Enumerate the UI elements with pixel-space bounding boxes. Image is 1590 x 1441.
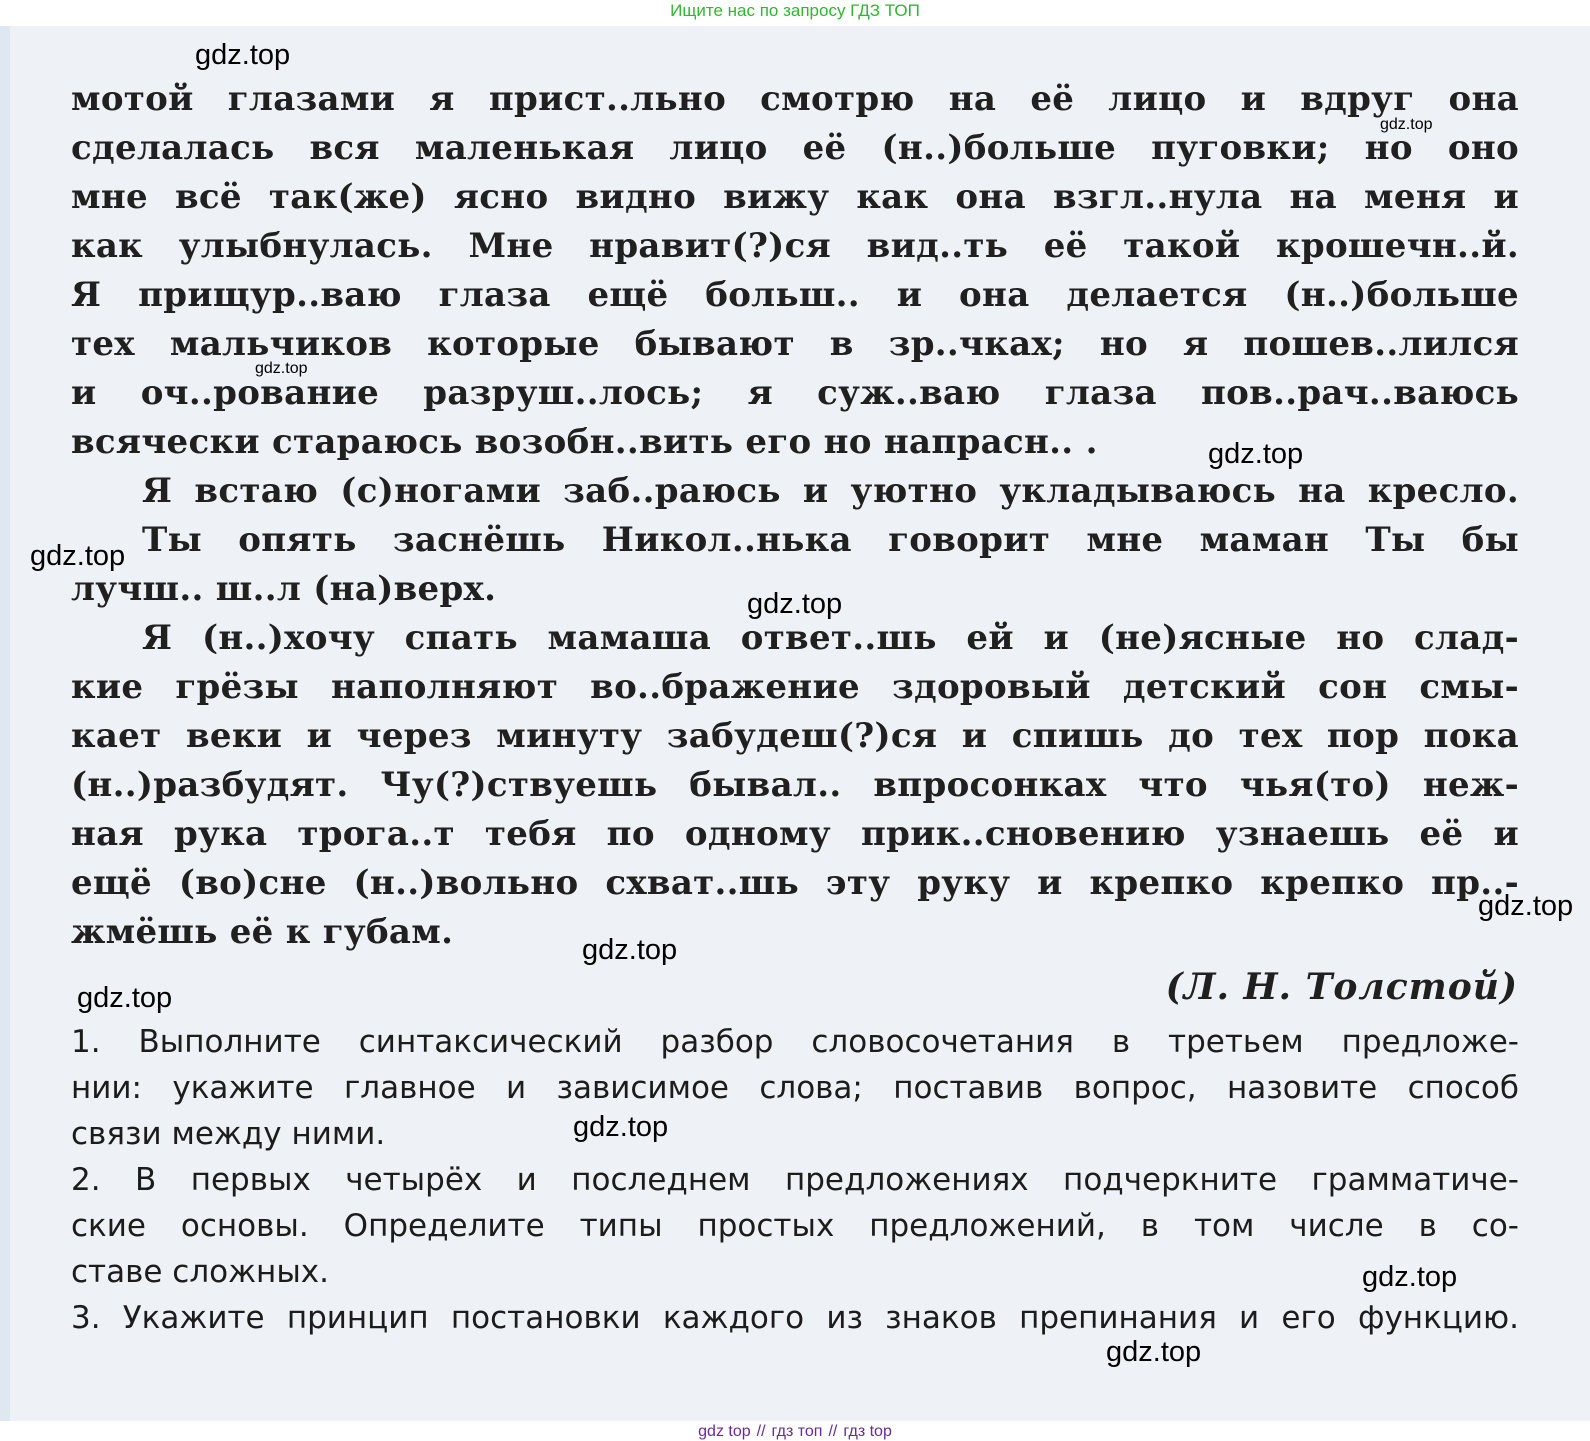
task-line: связи между ними. xyxy=(71,1116,386,1152)
task-line: ставе сложных. xyxy=(71,1254,329,1290)
footer-separator: // xyxy=(828,1423,838,1440)
text-line: Я прищур..ваю глаза ещё больш.. и она делается (н..)больше xyxy=(71,275,1519,315)
page-edge xyxy=(0,26,10,1421)
text-line: Я встаю (с)ногами заб..раюсь и уютно укладываюсь на кресло. xyxy=(142,471,1519,511)
footer-separator: // xyxy=(756,1423,766,1440)
task-line: 3. Укажите принцип постановки каждого из знаков препинания и его функцию. xyxy=(71,1300,1519,1336)
text-line: кие грёзы наполняют во..бражение здоровый детский сон смы- xyxy=(71,667,1519,707)
text-line: ещё (во)сне (н..)вольно схват..шь эту руку и крепко крепко пр..- xyxy=(71,863,1519,903)
text-line: и оч..рование разруш..лось; я суж..ваю глаза пов..рач..ваюсь xyxy=(71,373,1519,413)
text-line: сделалась вся маленькая лицо её (н..)больше пуговки; но оно xyxy=(71,128,1519,168)
top-banner[interactable]: Ищите нас по запросу ГДЗ ТОП xyxy=(670,1,920,20)
watermark: gdz.top xyxy=(1478,890,1574,922)
watermark: gdz.top xyxy=(1208,438,1304,470)
watermark: gdz.top xyxy=(582,934,678,966)
text-line: (н..)разбудят. Чу(?)ствуешь бывал.. впросонках что чья(то) неж- xyxy=(71,765,1519,805)
task-line: 1. Выполните синтаксический разбор словосочетания в третьем предложе- xyxy=(71,1024,1519,1060)
task-line: 2. В первых четырёх и последнем предложениях подчеркните грамматиче- xyxy=(71,1162,1519,1198)
text-line: ная рука трога..т тебя по одному прик..сновению узнаешь её и xyxy=(71,814,1519,854)
text-line: мне всё так(же) ясно видно вижу как она взгл..нула на меня и xyxy=(71,177,1519,217)
watermark: gdz.top xyxy=(573,1111,669,1143)
text-line: мотой глазами я прист..льно смотрю на её лицо и вдруг она xyxy=(71,79,1519,119)
footer-link[interactable]: гдз топ xyxy=(771,1423,823,1440)
watermark: gdz.top xyxy=(30,540,126,572)
watermark: gdz.top xyxy=(255,360,308,377)
text-line: лучш.. ш..л (на)верх. xyxy=(71,569,497,609)
watermark: gdz.top xyxy=(1106,1336,1202,1368)
watermark: gdz.top xyxy=(1362,1261,1458,1293)
watermark: gdz.top xyxy=(195,39,291,71)
text-line: Ты опять заснёшь Никол..нька говорит мне маман Ты бы xyxy=(142,520,1519,560)
footer-link[interactable]: гдз top xyxy=(843,1423,892,1440)
text-line: тех мальчиков которые бывают в зр..чках; но я пошев..лился xyxy=(71,324,1519,364)
text-line: кает веки и через минуту забудеш(?)ся и спишь до тех пор пока xyxy=(71,716,1519,756)
text-line: Я (н..)хочу спать мамаша ответ..шь ей и (не)ясные но слад- xyxy=(142,618,1519,658)
author-attribution: (Л. Н. Толстой) xyxy=(1165,966,1518,1008)
text-line: жмёшь её к губам. xyxy=(71,912,454,952)
watermark: gdz.top xyxy=(1380,116,1433,133)
bottom-banner xyxy=(0,1422,1590,1441)
footer-link[interactable]: gdz top xyxy=(698,1423,751,1440)
watermark: gdz.top xyxy=(747,588,843,620)
text-line: как улыбнулась. Мне нравит(?)ся вид..ть её такой крошечн..й. xyxy=(71,226,1519,266)
watermark: gdz.top xyxy=(77,982,173,1014)
task-line: ские основы. Определите типы простых предложений, в том числе в со- xyxy=(71,1208,1519,1244)
text-line: всячески стараюсь возобн..вить его но напрасн.. . xyxy=(71,422,1098,462)
task-line: нии: укажите главное и зависимое слова; поставив вопрос, назовите способ xyxy=(71,1070,1519,1106)
